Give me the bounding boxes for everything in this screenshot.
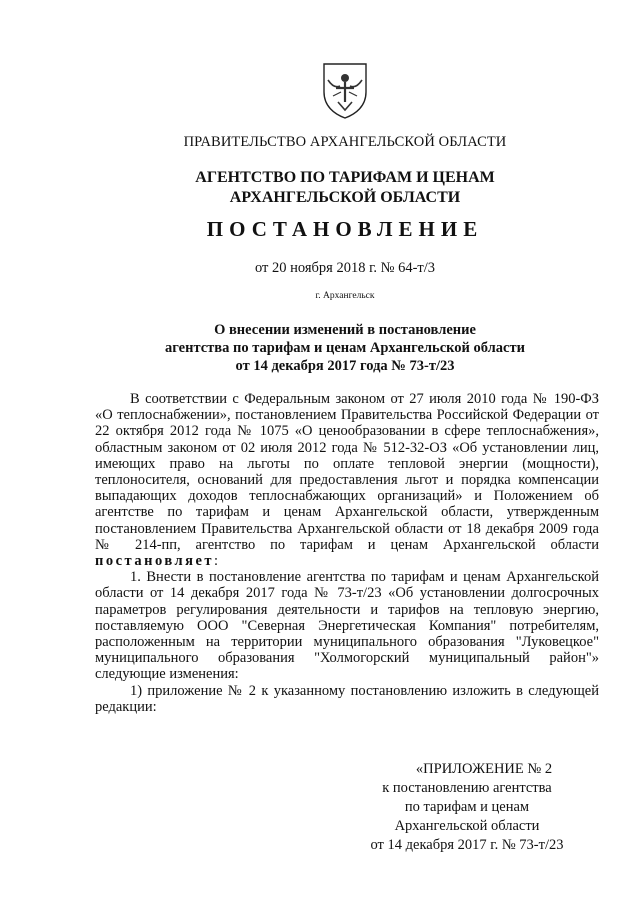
appendix-line: к постановлению агентства xyxy=(382,780,552,796)
document-date-number: от 20 ноября 2018 г. № 64-т/3 xyxy=(254,260,436,276)
coat-of-arms-icon xyxy=(316,58,374,120)
subject-line: от 14 декабря 2017 года № 73-т/23 xyxy=(235,358,455,374)
government-title: ПРАВИТЕЛЬСТВО АРХАНГЕЛЬСКОЙ ОБЛАСТИ xyxy=(183,134,507,150)
appendix-line: от 14 декабря 2017 г. № 73-т/23 xyxy=(370,837,564,853)
appendix-line: «ПРИЛОЖЕНИЕ № 2 xyxy=(415,761,553,777)
agency-title-line: АГЕНТСТВО ПО ТАРИФАМ И ЦЕНАМ xyxy=(195,169,495,186)
body-paragraph: 1. Внести в постановление агентства по тарифам и ценам Архангельской области от 14 декабря 2017 года № 73-т/23 «Об установлении долгосрочных параметров регулирования деятельности и тарифов на тепловую энергию, поставляемую ООО "Северная Энергетическая Компания" потребителям, расположенным на территории муниципального образования "Луковецкое" муниципального образования "Холмогорский муниципальный район"» следующие изменения: xyxy=(95,569,599,683)
paragraph-text: В соответствии с Федеральным законом от 27 июля 2010 года № 190-ФЗ «О теплоснабжении», постановлением Правительства Российской Федерации от 22 октября 2012 года № 1075 «О ценообразовании в сфере теплоснабжения», областным законом от 02 июля 2012 года № 512-32-ОЗ «Об установлении лиц, имеющих право на льготы по оплате тепловой энергии (мощности), теплоносителя, оснований для предоставления льгот и порядка компенсации выпадающих доходов теплоснабжающих организаций» и Положением об агентстве по тарифам и ценам Архангельской области, утвержденным постановлением Правительства Архангельской области от 18 декабря 2009 года № 214-пп, агентство по тарифам и ценам Архангельской области xyxy=(95,391,599,553)
appendix-line: Архангельской области xyxy=(394,818,540,834)
document-subject xyxy=(0,321,640,375)
document-body xyxy=(95,391,599,715)
decree-keyword: постановляет xyxy=(95,553,215,570)
body-paragraph: В соответствии с Федеральным законом от 27 июля 2010 года № 190-ФЗ «О теплоснабжении», постановлением Правительства Российской Федерации от 22 октября 2012 года № 1075 «О ценообразовании в сфере теплоснабжения», областным законом от 02 июля 2012 года № 512-32-ОЗ «Об установлении лиц, имеющих право на льготы по оплате тепловой энергии (мощности), теплоносителя, оснований для предоставления льгот и порядка компенсации выпадающих доходов теплоснабжающих организаций» и Положением об агентстве по тарифам и ценам Архангельской области, утвержденным постановлением Правительства Архангельской области от 18 декабря 2009 года № 214-пп, агентство по тарифам и ценам Архангельской области постановляет: xyxy=(95,391,599,570)
body-paragraph: 1) приложение № 2 к указанному постановлению изложить в следующей редакции: xyxy=(95,682,599,715)
subject-line: О внесении изменений в постановление xyxy=(214,322,476,338)
appendix-line: по тарифам и ценам xyxy=(404,799,530,815)
agency-title xyxy=(0,168,640,208)
document-city: г. Архангельск xyxy=(315,291,375,301)
subject-line: агентства по тарифам и ценам Архангельской области xyxy=(165,340,525,356)
appendix-header xyxy=(352,760,582,855)
agency-title-line: АРХАНГЕЛЬСКОЙ ОБЛАСТИ xyxy=(229,189,461,206)
document-type-heading: ПОСТАНОВЛЕНИЕ xyxy=(206,217,484,241)
